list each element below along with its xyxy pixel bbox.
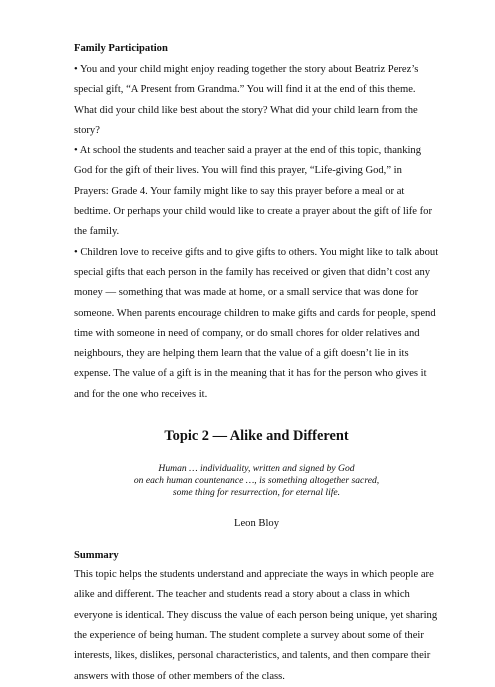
family-bullet-prayer: • At school the students and teacher said a prayer at the end of this topic, thanking God for the gift of their lives. You will find this prayer, “Life-giving God,” in Prayers: Grade 4. Your family might like to say this prayer before a meal or at bedtime. Or perhaps your child would like to create a prayer about the gift of life for the family. [74,145,432,238]
epigraph-line: on each human countenance …, is something altogether sacred, [133,475,380,487]
family-bullet-story: • You and your child might enjoy reading together the story about Beatriz Perez’s special gift, “A Present from Grandma.” You will find it at the end of this theme. What did your child like best about the story? What did your child learn from the story? [74,64,419,136]
family-participation-heading: Family Participation [74,43,168,54]
epigraph-author: Leon Bloy [233,518,280,530]
epigraph [74,463,439,499]
epigraph-line: some thing for resurrection, for eternal life. [172,487,341,499]
summary-heading: Summary [74,550,119,562]
family-bullet-gifts: • Children love to receive gifts and to give gifts to others. You might like to talk about special gifts that each person in the family has received or given that didn’t cost any money — something that was made at home, or a small service that was done for someone. When parents encourage children to make gifts and cards for people, spend time with someone in need of company, or do small chores for older relatives and neighbours, they are helping them learn that the value of a gift doesn’t lie in its expense. The value of a gift is in the meaning that it has for the person who gives it and for the one who receives it. [74,246,439,400]
epigraph-line: Human … individuality, written and signed by God [158,463,355,475]
summary-text: This topic helps the students understand and appreciate the ways in which people are alike and different. The teacher and students read a story about a class in which everyone is identical. They discuss the value of each person being unique, yet sharing the experience of being human. The student complete a survey about some of their interests, likes, dislikes, personal characteristics, and talents, and then compare their answers with those of other members of the class. [74,569,438,682]
topic-title: Topic 2 — Alike and Different [164,428,349,445]
page-content [74,42,439,687]
